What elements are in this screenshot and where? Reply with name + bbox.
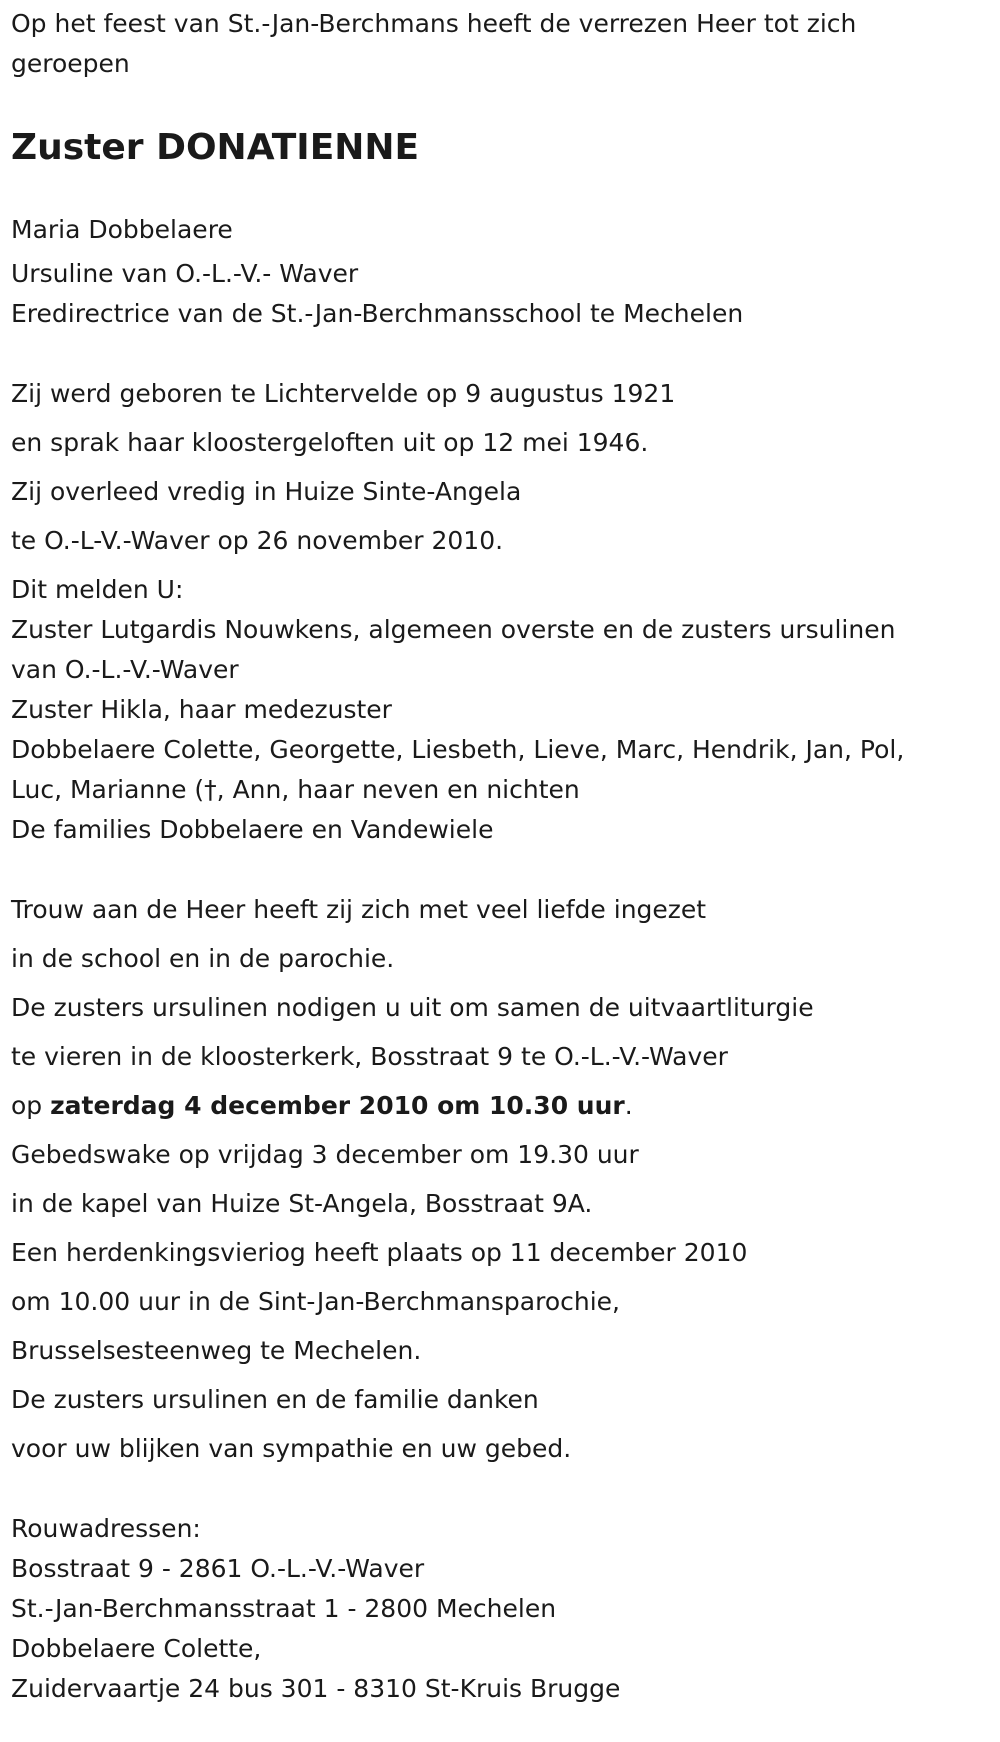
condolence-addresses <box>11 1509 991 1709</box>
intro-line: Op het feest van St.-Jan-Berchmans heeft de verrezen Heer tot zich <box>11 9 857 38</box>
announcers-block <box>11 610 991 850</box>
bio-line: en sprak haar kloostergeloften uit op 12 mei 1946. <box>11 428 649 457</box>
ceremony-line: in de kapel van Huize St-Angela, Bosstraat 9A. <box>11 1189 593 1218</box>
funeral-date: zaterdag 4 december 2010 om 10.30 uur <box>50 1091 625 1120</box>
identity-block <box>11 210 991 334</box>
address-line: Bosstraat 9 - 2861 O.-L.-V.-Waver <box>11 1554 425 1583</box>
obituary-notice <box>11 0 991 1709</box>
address-line: Dobbelaere Colette, <box>11 1634 262 1663</box>
ceremony-line: in de school en in de parochie. <box>11 944 395 973</box>
ceremony-line: De zusters ursulinen nodigen u uit om samen de uitvaartliturgie <box>11 993 814 1022</box>
bio-line: te O.-L-V.-Waver op 26 november 2010. <box>11 526 504 555</box>
biography-block <box>11 374 991 610</box>
funeral-date-prefix: op <box>11 1091 51 1120</box>
intro-line: geroepen <box>11 49 130 78</box>
ceremony-line: Brusselsesteenweg te Mechelen. <box>11 1336 422 1365</box>
role-line: Eredirectrice van de St.-Jan-Berchmansschool te Mechelen <box>11 299 744 328</box>
ceremony-line: voor uw blijken van sympathie en uw gebed. <box>11 1434 572 1463</box>
deceased-title: Zuster DONATIENNE <box>11 127 420 168</box>
bio-line: Dit melden U: <box>11 575 184 604</box>
ceremony-line: Een herdenkingsvieriog heeft plaats op 11 december 2010 <box>11 1238 748 1267</box>
announcer-line: Dobbelaere Colette, Georgette, Liesbeth, Lieve, Marc, Hendrik, Jan, Pol, <box>11 735 905 764</box>
ceremony-line: De zusters ursulinen en de familie danken <box>11 1385 539 1414</box>
ceremony-line: te vieren in de kloosterkerk, Bosstraat 9 te O.-L.-V.-Waver <box>11 1042 728 1071</box>
intro-text <box>11 4 991 84</box>
announcer-line: Zuster Hikla, haar medezuster <box>11 695 392 724</box>
announcer-line: van O.-L.-V.-Waver <box>11 655 239 684</box>
bio-line: Zij werd geboren te Lichtervelde op 9 augustus 1921 <box>11 379 676 408</box>
announcer-line: De families Dobbelaere en Vandewiele <box>11 815 494 844</box>
ceremony-block <box>11 890 991 1469</box>
address-line: Zuidervaartje 24 bus 301 - 8310 St-Kruis Brugge <box>11 1674 621 1703</box>
funeral-date-suffix: . <box>624 1091 633 1120</box>
ceremony-line: om 10.00 uur in de Sint-Jan-Berchmansparochie, <box>11 1287 620 1316</box>
role-line: Ursuline van O.-L.-V.- Waver <box>11 259 359 288</box>
announcer-line: Luc, Marianne (†, Ann, haar neven en nichten <box>11 775 580 804</box>
birth-name: Maria Dobbelaere <box>11 215 233 244</box>
bio-line: Zij overleed vredig in Huize Sinte-Angela <box>11 477 522 506</box>
address-heading: Rouwadressen: <box>11 1514 201 1543</box>
address-line: St.-Jan-Berchmansstraat 1 - 2800 Mechelen <box>11 1594 557 1623</box>
announcer-line: Zuster Lutgardis Nouwkens, algemeen overste en de zusters ursulinen <box>11 615 896 644</box>
ceremony-line: Gebedswake op vrijdag 3 december om 19.30 uur <box>11 1140 639 1169</box>
ceremony-line: Trouw aan de Heer heeft zij zich met veel liefde ingezet <box>11 895 707 924</box>
funeral-date-line <box>11 1086 991 1126</box>
